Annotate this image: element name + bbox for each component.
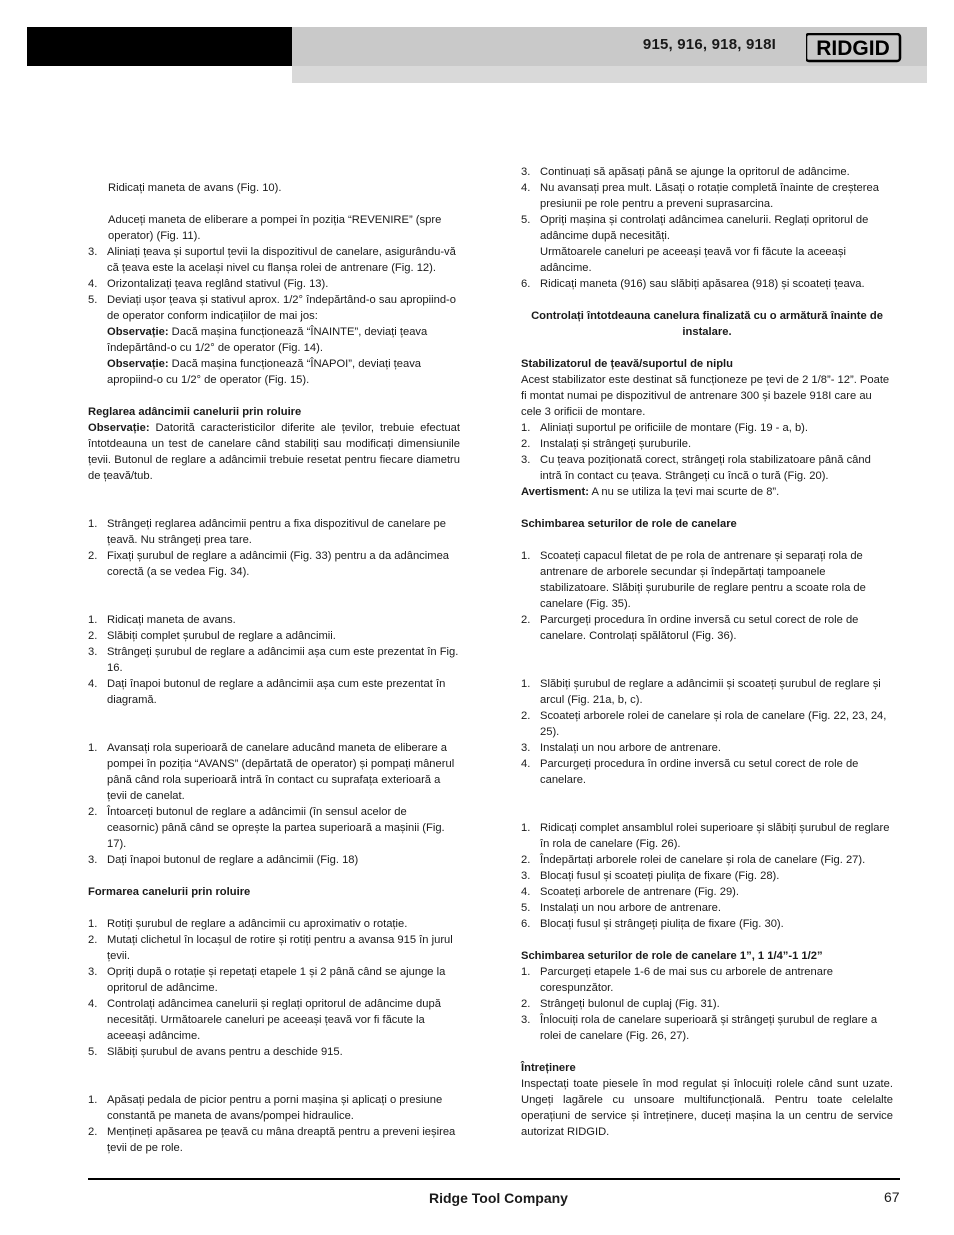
step-list	[521, 548, 893, 644]
note: Observație: Dacă mașina funcționează “ÎNAPOI”, deviați țeava apropiind-o cu 1/2° de operator (Fig. 15).	[107, 358, 422, 386]
list-item: 1. Scoateți capacul filetat de pe rola de antrenare și separați rola de antrenare de arborele secundar și îndepărtați tampoanele stabilizatoare. Slăbiți șuruburile de reglare pentru a scoate rola de canelare (Fig. 35).	[521, 550, 866, 610]
list-item: 1. Strângeți reglarea adâncimii pentru a fixa dispozitivul de canelare pe țeavă. Nu strângeți prea tare.	[88, 518, 446, 546]
step-list	[521, 420, 893, 484]
footer-company: Ridge Tool Company	[429, 1190, 568, 1206]
step-list	[88, 916, 460, 1060]
step-list	[521, 820, 893, 932]
list-item: 3. Continuați să apăsați până se ajunge la opritorul de adâncime.	[521, 166, 850, 178]
list-item: 5. Slăbiți șurubul de avans pentru a deschide 915.	[88, 1046, 343, 1058]
section-heading: Întreținere	[521, 1062, 576, 1074]
header-models: 915, 916, 918, 918I	[642, 36, 776, 53]
section-heading: Schimbarea seturilor de role de canelare	[521, 518, 737, 530]
list-item: 4. Nu avansați prea mult. Lăsați o rotație completă înainte de creșterea presiunii pe role pentru a preveni suprasarcina.	[521, 182, 879, 210]
step-list	[88, 1092, 460, 1156]
list-item: 2. Îndepărtați arborele rolei de canelare și rola de canelare (Fig. 27).	[521, 854, 866, 866]
step-list	[88, 516, 460, 580]
list-item: 6. Blocați fusul și strângeți piulița de fixare (Fig. 30).	[521, 918, 784, 930]
list-item: 1. Apăsați pedala de picior pentru a porni mașina și aplicați o presiune constantă pe maneta de avans/pompei hidraulice.	[88, 1094, 443, 1122]
list-item: 4. Parcurgeți procedura în ordine inversă cu setul corect de role de canelare.	[521, 758, 859, 786]
list-item: 3. Opriți după o rotație și repetați etapele 1 și 2 până când se ajunge la opritorul de adâncime.	[88, 966, 446, 994]
right-column	[521, 164, 893, 1140]
left-column	[88, 180, 460, 1156]
warning: Avertisment: A nu se utiliza la țevi mai scurte de 8”.	[521, 486, 780, 498]
list-item: 3. Dați înapoi butonul de reglare a adâncimii (Fig. 18)	[88, 854, 359, 866]
step-list	[88, 244, 460, 324]
header-black-bar	[27, 27, 292, 66]
list-item: 4. Scoateți arborele de antrenare (Fig. 29).	[521, 886, 739, 898]
list-item: 3. Instalați un nou arbore de antrenare.	[521, 742, 721, 754]
list-item: 1. Ridicați complet ansamblul rolei superioare și slăbiți șurubul de reglare în rola de canelare (Fig. 26).	[521, 822, 890, 850]
step-list	[88, 612, 460, 708]
list-item: 4. Orizontalizați țeava reglând stativul (Fig. 13).	[88, 278, 329, 290]
list-item: 1. Aliniați suportul pe orificiile de montare (Fig. 19 - a, b).	[521, 422, 808, 434]
note: Următoarele caneluri pe aceeași țeavă vor fi făcute la aceeași adâncime.	[540, 246, 846, 274]
section-heading: Reglarea adâncimii canelurii prin roluire	[88, 406, 302, 418]
list-item: 3. Înlocuiți rola de canelare superioară și strângeți șurubul de reglare a rolei de canelare (Fig. 26, 27).	[521, 1014, 878, 1042]
section-heading: Formarea canelurii prin roluire	[88, 886, 251, 898]
footer-rule	[88, 1178, 900, 1180]
logo-text: RIDGID	[816, 37, 890, 60]
step-list	[521, 676, 893, 788]
list-item: 2. Mutați clichetul în locașul de rotire și rotiți pentru a avansa 915 în jurul țevii.	[88, 934, 453, 962]
note: Observație: Dacă mașina funcționează “ÎNAINTE”, deviați țeava îndepărtând-o cu 1/2° de operator (Fig. 14).	[107, 326, 428, 354]
list-item: 4. Controlați adâncimea canelurii și reglați opritorul de adâncime după necesități. Următoarele caneluri pe aceeași țeavă vor fi făcute la aceeași adâncime.	[88, 998, 441, 1042]
note: Observație: Datorită caracteristicilor diferite ale țevilor, trebuie efectuat întotdeauna un test de canelare când stabiliți sau modificați dimensiunile țevii. Butonul de reglare a adâncimii trebuie resetat pentru fiecare diametru de țeavă/tub.	[88, 422, 460, 482]
list-item: 5. Deviați ușor țeava și stativul aprox. 1/2° îndepărtând-o sau apropiind-o de operator conform indicațiilor de mai jos:	[88, 294, 456, 322]
list-item: 3. Aliniați țeava și suportul țevii la dispozitivul de canelare, asigurându-vă că țeava este la același nivel cu flanșa rolei de antrenare (Fig. 12).	[88, 246, 456, 274]
step-list	[521, 964, 893, 1044]
section-heading: Stabilizatorul de țeavă/suportul de niplu	[521, 358, 733, 370]
list-item: 2. Scoateți arborele rolei de canelare și rola de canelare (Fig. 22, 23, 24, 25).	[521, 710, 887, 738]
list-item: 1. Parcurgeți etapele 1-6 de mai sus cu arborele de antrenare corespunzător.	[521, 966, 833, 994]
step-list	[88, 740, 460, 868]
list-item: 5. Instalați un nou arbore de antrenare.	[521, 902, 721, 914]
list-item: 6. Ridicați maneta (916) sau slăbiți apăsarea (918) și scoateți țeava.	[521, 278, 865, 290]
list-item: 1. Avansați rola superioară de canelare aducând maneta de eliberare a pompei în poziția “AVANS” (depărtată de operator) și pompați mânerul până când rola superioară intră în contact cu suprafața exterioară a țevii de canelat.	[88, 742, 455, 802]
list-item: 2. Parcurgeți procedura în ordine inversă cu setul corect de role de canelare. Controlați spălătorul (Fig. 36).	[521, 614, 859, 642]
list-item: 3. Cu țeava poziționată corect, strângeți rola stabilizatoare până când intră în contact cu țeava. Strângeți cu încă o tură (Fig. 20).	[521, 454, 871, 482]
list-item: 2. Fixați șurubul de reglare a adâncimii (Fig. 33) pentru a da adâncimea corectă (a se vedea Fig. 34).	[88, 550, 450, 578]
step-list	[521, 276, 893, 292]
section-heading: Schimbarea seturilor de role de canelare 1”, 1 1/4”-1 1/2”	[521, 950, 823, 962]
list-item: 1. Slăbiți șurubul de reglare a adâncimii și scoateți șurubul de reglare și arcul (Fig. 21a, b, c).	[521, 678, 881, 706]
list-item: 3. Blocați fusul și scoateți piulița de fixare (Fig. 28).	[521, 870, 780, 882]
list-item: 2. Slăbiți complet șurubul de reglare a adâncimii.	[88, 630, 336, 642]
step-list	[521, 164, 893, 244]
list-item: 4. Dați înapoi butonul de reglare a adâncimii așa cum este prezentat în diagramă.	[88, 678, 446, 706]
list-item: 2. Mențineți apăsarea pe țeavă cu mâna dreaptă pentru a preveni ieșirea țevii de pe role.	[88, 1126, 456, 1154]
page-number: 67	[884, 1189, 900, 1205]
paragraph: Inspectați toate piesele în mod regulat și înlocuiți rolele când sunt uzate. Ungeți lagărele cu unsoare multifuncțională. Pentru toate celelalte operațiuni de service și întreținere, duceți mașina la un centru de service autorizat RIDGID.	[521, 1078, 893, 1138]
list-item: 3. Strângeți șurubul de reglare a adâncimii așa cum este prezentat în Fig. 16.	[88, 646, 459, 674]
paragraph: Acest stabilizator este destinat să funcționeze pe țevi de 2 1/8”- 12”. Poate fi montat numai pe dispozitivul de antrenare 300 și bazele 918I care au cele 3 orificii de montare.	[521, 374, 890, 418]
list-item: 2. Instalați și strângeți șuruburile.	[521, 438, 692, 450]
paragraph: Aduceți maneta de eliberare a pompei în poziția “REVENIRE” (spre operator) (Fig. 11).	[108, 214, 442, 242]
paragraph: Ridicați maneta de avans (Fig. 10).	[108, 182, 282, 194]
list-item: 2. Întoarceți butonul de reglare a adâncimii (în sensul acelor de ceasornic) până când se oprește la partea superioară a mașinii (Fig. 17).	[88, 806, 445, 850]
list-item: 1. Ridicați maneta de avans.	[88, 614, 236, 626]
header-gray-strip	[292, 66, 927, 83]
warning-note: Controlați întotdeauna canelura finalizată cu o armătură înainte de instalare.	[531, 310, 883, 338]
list-item: 1. Rotiți șurubul de reglare a adâncimii cu aproximativ o rotație.	[88, 918, 408, 930]
list-item: 2. Strângeți bulonul de cuplaj (Fig. 31).	[521, 998, 720, 1010]
ridgid-logo	[806, 33, 902, 68]
list-item: 5. Opriți mașina și controlați adâncimea canelurii. Reglați opritorul de adâncime după necesități.	[521, 214, 869, 242]
